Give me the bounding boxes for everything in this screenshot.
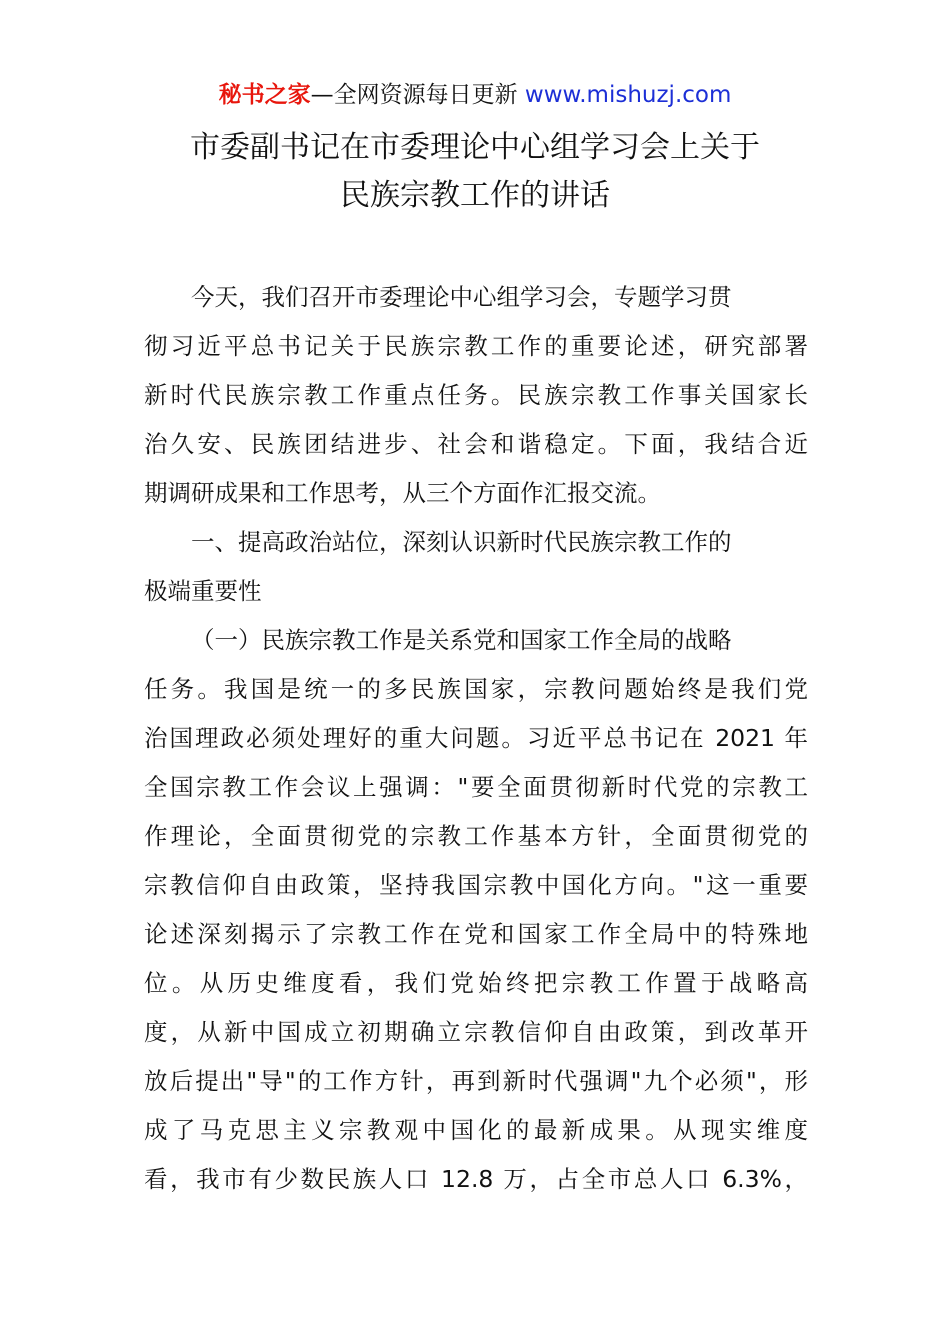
- body-line: 彻习近平总书记关于民族宗教工作的重要论述，研究部署: [144, 332, 808, 360]
- body-line: 期调研成果和工作思考，从三个方面作汇报交流。: [144, 479, 661, 507]
- body-line: 新时代民族宗教工作重点任务。民族宗教工作事关国家长: [144, 381, 808, 409]
- document-title-line-1: 市委副书记在市委理论中心组学习会上关于: [190, 130, 760, 165]
- body-line: 今天，我们召开市委理论中心组学习会，专题学习贯: [191, 283, 732, 311]
- site-brand: 秘书之家: [218, 82, 311, 108]
- site-tagline: —全网资源每日更新: [310, 82, 525, 108]
- body-line: 成了马克思主义宗教观中国化的最新成果。从现实维度: [144, 1116, 808, 1144]
- section-heading-line: 极端重要性: [144, 577, 262, 605]
- site-url-link[interactable]: www.mishuzj.com: [524, 82, 732, 108]
- body-line: 看，我市有少数民族人口 12.8 万，占全市总人口 6.3%，: [144, 1165, 808, 1193]
- section-heading-line: 一、提高政治站位，深刻认识新时代民族宗教工作的: [191, 528, 732, 556]
- document-body: [144, 273, 808, 1204]
- body-line: 度，从新中国成立初期确立宗教信仰自由政策，到改革开: [144, 1018, 808, 1046]
- body-line: 治国理政必须处理好的重大问题。习近平总书记在 2021 年: [144, 724, 808, 752]
- body-line: 宗教信仰自由政策，坚持我国宗教中国化方向。"这一重要: [144, 871, 808, 899]
- body-line: 治久安、民族团结进步、社会和谐稳定。下面，我结合近: [144, 430, 808, 458]
- body-line: （一）民族宗教工作是关系党和国家工作全局的战略: [191, 626, 732, 654]
- body-line: 放后提出"导"的工作方针，再到新时代强调"九个必须"，形: [144, 1067, 808, 1095]
- body-line: 作理论，全面贯彻党的宗教工作基本方针，全面贯彻党的: [144, 822, 808, 850]
- document-title-line-2: 民族宗教工作的讲话: [340, 178, 610, 213]
- body-line: 论述深刻揭示了宗教工作在党和国家工作全局中的特殊地: [144, 920, 808, 948]
- body-line: 任务。我国是统一的多民族国家，宗教问题始终是我们党: [144, 675, 808, 703]
- body-line: 位。从历史维度看，我们党始终把宗教工作置于战略高: [144, 969, 808, 997]
- site-header: [0, 80, 950, 110]
- body-line: 全国宗教工作会议上强调："要全面贯彻新时代党的宗教工: [144, 773, 808, 801]
